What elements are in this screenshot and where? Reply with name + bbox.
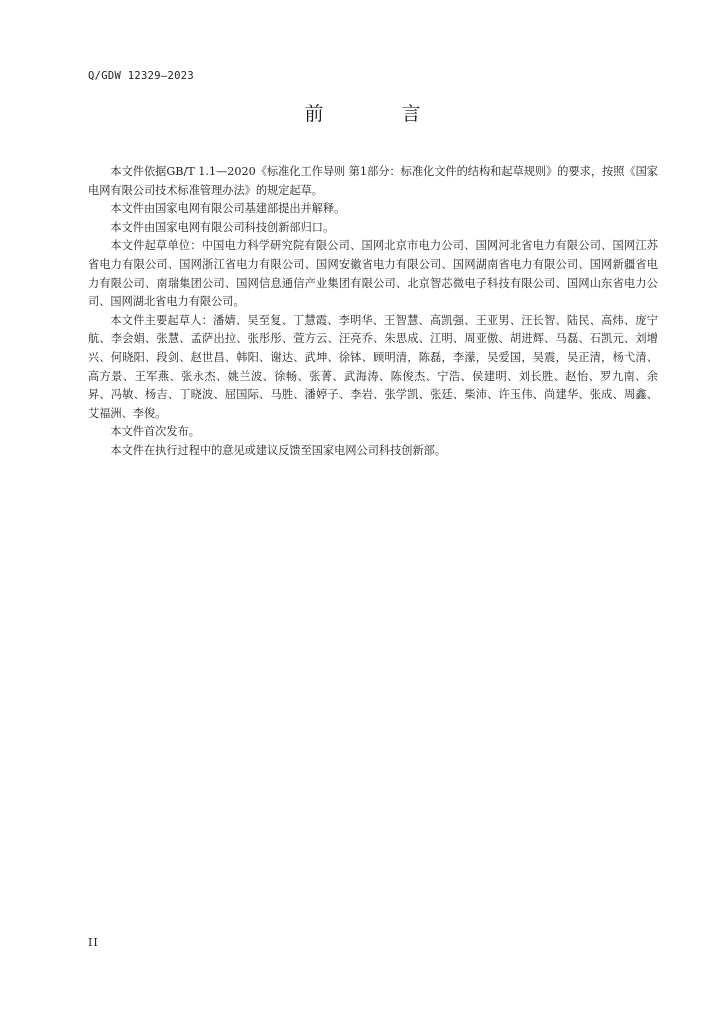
page-number: II — [88, 936, 99, 949]
paragraph-drafters: 本文件主要起草人：潘婧、吴至复、丁慧霞、李明华、王智慧、高凯强、王亚男、汪长智、陆民、高炜、庞宁航、李会娟、张慧、孟萨出拉、张彤彤、萱方云、汪亮乔、朱思成、江明、周亚傲、胡进辉、马磊、石凯元、刘增兴、何晓阳、段剑、赵世昌、韩阳、谢达、武坤、徐钵、顾明清，陈磊，李濛，吴爱国，吴震，吴正清，杨弋清、高方景、王军燕、张永杰、姚兰波、徐畅、张菁、武海涛、陈俊杰、宁浩、侯建明、刘长胜、赵怡、罗九南、余昇、冯敏、杨吉、丁晓波、屈国际、马胜、潘婷子、李岩、张学凯、张廷、柴沛、许玉伟、尚建华、张成、周鑫、艾福洲、李俊。 — [88, 313, 658, 420]
paragraph-first-release: 本文件首次发布。 — [110, 425, 200, 439]
paragraph-feedback: 本文件在执行过程中的意见或建议反馈至国家电网公司科技创新部。 — [110, 443, 447, 457]
paragraph-administrator: 本文件由国家电网有限公司科技创新部归口。 — [110, 220, 335, 234]
paragraph-basis: 本文件依据GB/T 1.1—2020《标准化工作导则 第1部分：标准化文件的结构和起草规则》的要求，按照《国家电网有限公司技术标准管理办法》的规定起草。 — [88, 165, 658, 197]
paragraph-proposer: 本文件由国家电网有限公司基建部提出并解释。 — [110, 202, 346, 216]
foreword-body — [88, 163, 658, 461]
document-code: Q/GDW 12329—2023 — [88, 70, 194, 82]
page-title: 前 言 — [304, 103, 457, 125]
paragraph-drafting-units: 本文件起草单位：中国电力科学研究院有限公司、国网北京市电力公司、国网河北省电力有限公司、国网江苏省电力有限公司、国网浙江省电力有限公司、国网安徽省电力有限公司、国网湖南省电力有限公司、国网新疆省电力有限公司、南瑞集团公司、国网信息通信产业集团有限公司、北京智芯微电子科技有限公司、国网山东省电力公司、国网湖北省电力有限公司。 — [88, 239, 658, 309]
